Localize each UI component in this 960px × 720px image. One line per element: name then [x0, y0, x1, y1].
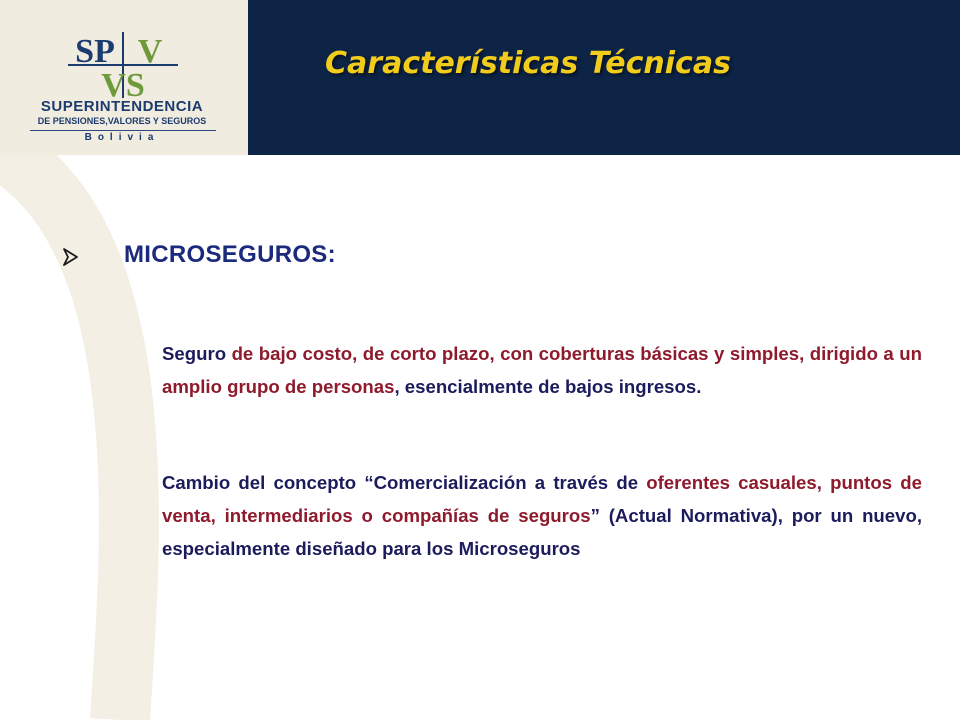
logo-letter-v: V	[137, 33, 163, 70]
logo-letters-sp: SP	[75, 33, 115, 70]
paragraph-definition-part2: de bajo costo, de corto plazo, con coberturas básicas y simples, dirigido a un amplio grupo de personas	[162, 343, 922, 397]
logo-divider	[30, 130, 216, 131]
paragraph-definition-part1: Seguro	[162, 343, 227, 364]
logo-country: Bolivia	[84, 132, 160, 143]
logo-subtitle: DE PENSIONES,VALORES Y SEGUROS	[37, 116, 207, 126]
paragraph-definition	[162, 337, 922, 403]
logo-panel	[0, 0, 249, 155]
spvs-logo-mark	[68, 32, 178, 98]
paragraph-change-part3: ” (Actual Normativa), por un nuevo, especialmente diseñado para los Microseguros	[162, 505, 922, 559]
arrow-bullet-icon	[62, 248, 78, 266]
section-heading: MICROSEGUROS:	[124, 241, 336, 268]
logo-name: SUPERINTENDENCIA	[40, 98, 204, 115]
paragraph-change-part1: Cambio del concepto “Comercialización a través de	[162, 472, 647, 493]
paragraph-change-part2: oferentes casuales, puntos de venta, intermediarios o compañías de seguros	[162, 472, 922, 526]
slide-title: Características Técnicas	[325, 46, 731, 81]
logo-letters-vs: VS	[101, 67, 145, 98]
paragraph-definition-part3: , esencialmente de bajos ingresos.	[394, 376, 702, 397]
paragraph-change	[162, 466, 922, 565]
